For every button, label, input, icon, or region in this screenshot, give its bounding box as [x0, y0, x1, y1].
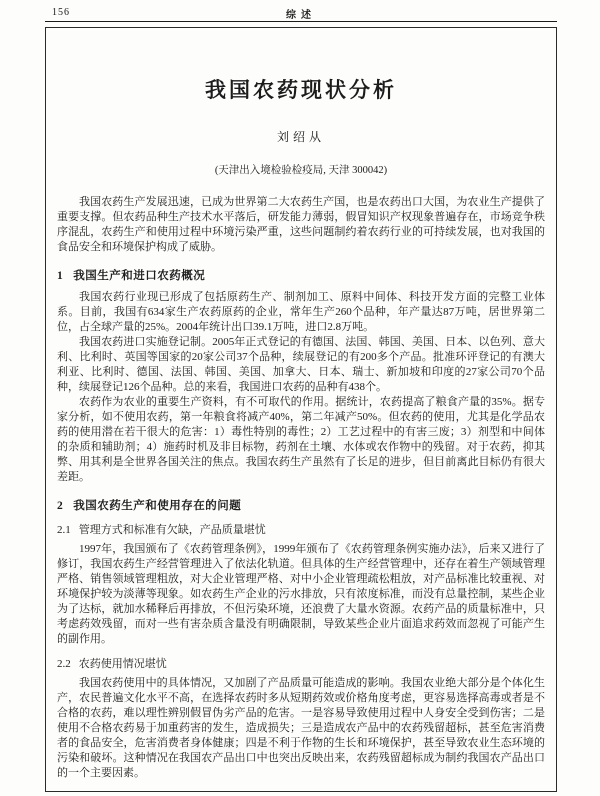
subsection-2-1-heading	[57, 521, 545, 537]
section-1-heading	[57, 267, 545, 283]
content-frame	[45, 27, 557, 792]
subsection-2-2-title: 农药使用情况堪忧	[78, 658, 167, 670]
article-title: 我国农药现状分析	[205, 78, 397, 102]
author-name: 刘绍从	[276, 130, 325, 144]
section-2-heading	[57, 497, 545, 513]
body-paragraph: 农药作为农业的重要生产资料，有不可取代的作用。据统计，农药提高了粮食产量的35%。据专家分析，如不使用农药，第一年粮食将减产40%，第二年减产50%。但农药的使用，尤其是化学品农药的使用潜在若干很大的危害：1）毒性特别的毒性；2）工艺过程中的有害三废；3）剂型和中间体的杂质和辅助剂；4）施药时机及非目标物，药剂在土壤、水体或农作物中的残留。对于农药，抑其弊、用其利是全世界各国关注的焦点。我国农药生产虽然有了长足的进步，但目前离此目标仍有很大差距。	[57, 396, 545, 483]
subsection-2-2-heading	[57, 655, 545, 671]
section-2-title: 我国农药生产和使用存在的问题	[73, 500, 242, 512]
subsection-2-1-number: 2.1	[57, 524, 71, 536]
affiliation: (天津出入境检验检疫局, 天津 300042)	[214, 165, 388, 176]
body-paragraph: 我国农药进口实施登记制。2005年正式登记的有德国、法国、韩国、美国、日本、以色列、意大利、比利时、英国等国家的20家公司37个品种，续展登记的有200多个产品。批准环评登记的有澳大利亚、比利时、德国、法国、韩国、美国、加拿大、日本、瑞士、新加坡和印度的27家公司70个品种，续展登记126个品种。总的来看，我国进口农药的品种有438个。	[57, 336, 545, 393]
section-2-number: 2	[57, 500, 64, 512]
subsection-2-2-number: 2.2	[57, 658, 71, 670]
body-paragraph: 我国农药行业现已形成了包括原药生产、制剂加工、原料中间体、科技开发方面的完整工业体系。目前，我国有634家生产农药原药的企业，常年生产260个品种，年产量达87万吨，居世界第二位，占全球产量的25%。2004年统计出口39.1万吨，进口2.8万吨。	[57, 291, 545, 333]
body-paragraph: 我国农药使用中的具体情况，又加剧了产品质量可能造成的影响。我国农业绝大部分是个体化生产，农民普遍文化水平不高，在选择农药时多从短期药效或价格角度考虑，更容易选择高毒或者是不合格的农药，难以理性辨别假冒伪劣产品的危害。一是容易导致使用过程中人身安全受到伤害；二是使用不合格农药易于加重药害的发生，造成损失；三是造成农产品中的农药残留超标，甚至危害消费者的食品安全，危害消费者身体健康；四是不利于作物的生长和环境保护，甚至导致农业生态环境的污染和破坏。这种情况在我国农产品出口中也突出反映出来，农药残留超标成为制约我国农产品出口的一个主要因素。	[57, 677, 545, 779]
subsection-2-1-title: 管理方式和标准有欠缺，产品质量堪忧	[78, 524, 266, 536]
running-head	[45, 5, 557, 22]
abstract-paragraph: 我国农药生产发展迅速，已成为世界第二大农药生产国，也是农药出口大国，为农业生产提供了重要支撑。但农药品种生产技术水平落后，研发能力薄弱，假冒知识产权现象普遍存在，市场竞争秩序混乱，农药生产和使用过程中环境污染严重，这些问题制约着农药行业的可持续发展，也对我国的食品安全和环境保护构成了威胁。	[57, 196, 545, 253]
section-1-title: 我国生产和进口农药概况	[73, 270, 206, 282]
page-number: 156	[52, 7, 70, 18]
column-title: 综述	[286, 10, 316, 21]
body-paragraph: 1997年，我国颁布了《农药管理条例》，1999年颁布了《农药管理条例实施办法》，后来又进行了修订，我国农药生产经营管理进入了依法化轨道。但具体的生产经营管理中，还存在着生产领域管理严格、销售领域管理粗放，对大企业管理严格、对中小企业管理疏松粗放，对产品标准比较重视、对环境保护较为淡薄等现象。如农药生产企业的污水排放，只有浓度标准，而没有总量控制，某些企业为了达标，就加水稀释后再排放，不但污染环境，还浪费了大量水资源。农药产品的质量标准中，只考虑药效残留，而对一些有害杂质含量没有明确限制，导致某些企业片面追求药效而忽视了可能产生的副作用。	[57, 543, 545, 645]
section-1-number: 1	[57, 270, 64, 282]
